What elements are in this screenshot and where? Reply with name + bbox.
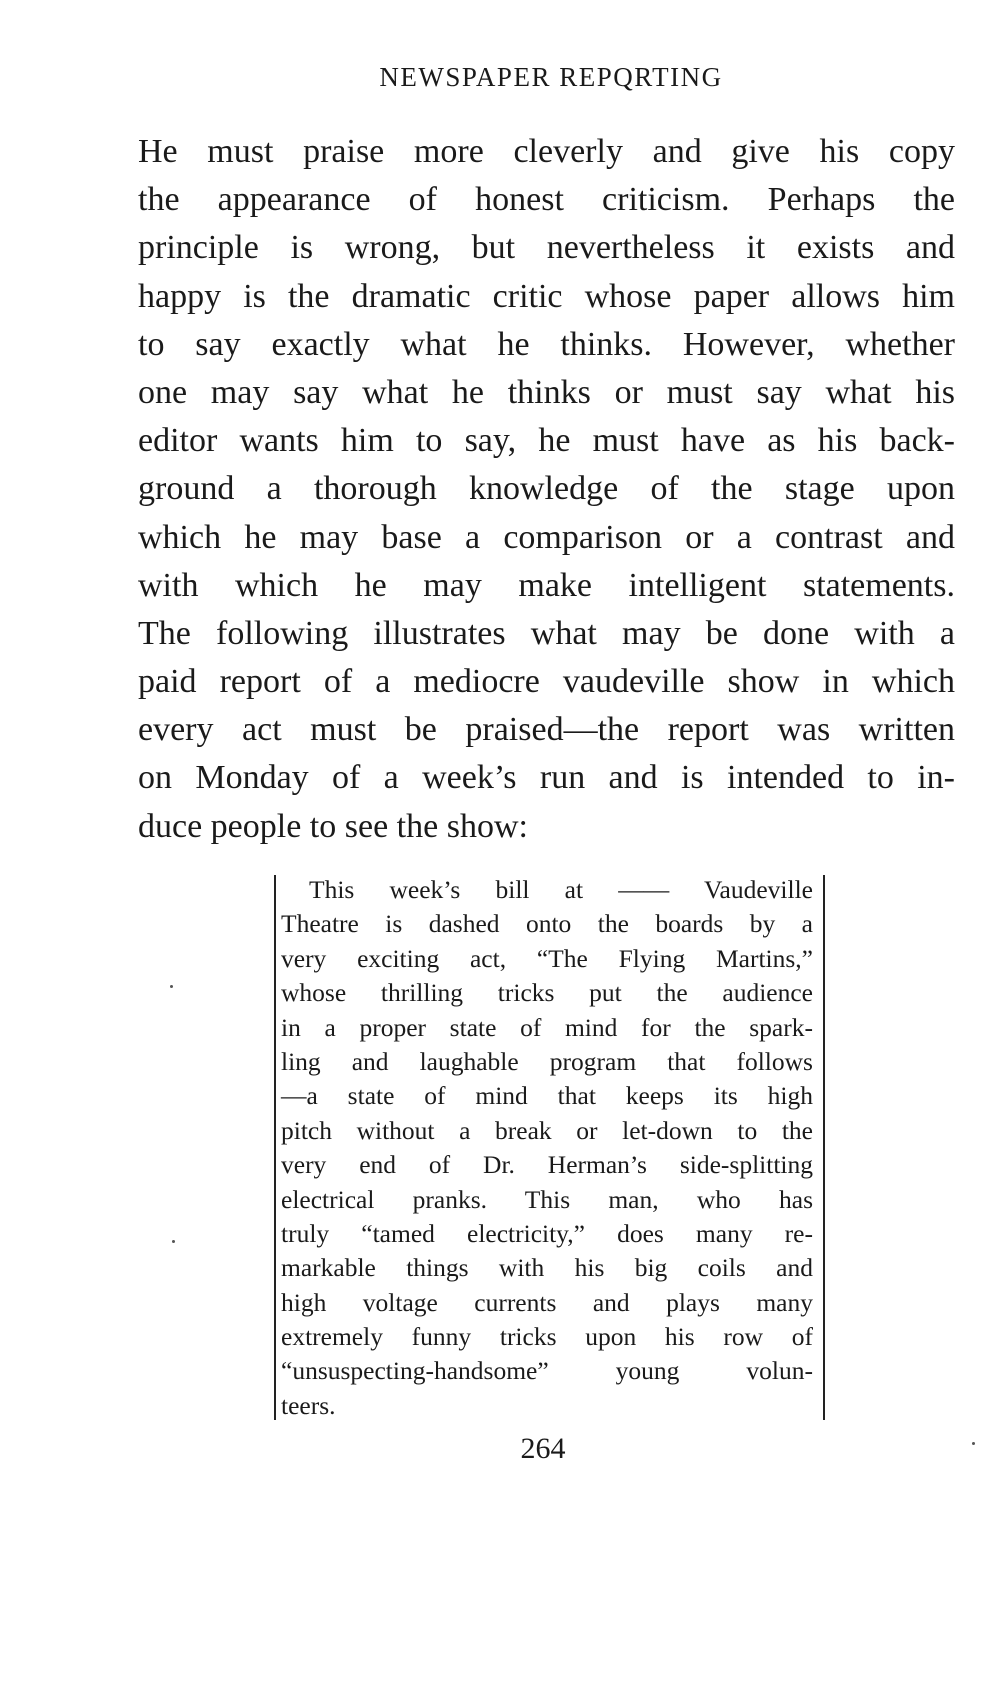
quote-line: This week’s bill at —— Vaudeville (309, 875, 813, 904)
scan-speck (972, 1442, 975, 1445)
quote-line: ling and laughable program that follows (281, 1046, 813, 1076)
body-line: happy is the dramatic critic whose paper allows him (138, 277, 955, 315)
page-number: 264 (520, 1432, 566, 1465)
scan-speck (172, 1240, 175, 1243)
scan-speck (170, 985, 173, 988)
quote-line: teers. (281, 1390, 336, 1420)
body-line: with which he may make intelligent statements. (138, 566, 955, 604)
quote-line: truly “tamed electricity,” does many re- (281, 1218, 813, 1248)
quote-line: pitch without a break or let-down to the (281, 1115, 813, 1145)
body-text (138, 128, 955, 851)
body-line: to say exactly what he thinks. However, whether (138, 325, 955, 363)
body-line: one may say what he thinks or must say what his (138, 373, 955, 411)
quote-line: markable things with his big coils and (281, 1253, 813, 1283)
quote-line: whose thrilling tricks put the audience (281, 978, 813, 1008)
quote-line: very exciting act, “The Flying Martins,” (281, 943, 813, 973)
body-line: on Monday of a week’s run and is intended to in- (138, 759, 955, 797)
quote-line: in a proper state of mind for the spark- (281, 1012, 813, 1042)
quote-line: high voltage currents and plays many (281, 1287, 813, 1317)
body-line: editor wants him to say, he must have as his back- (138, 422, 955, 460)
body-line: every act must be praised—the report was written (138, 711, 955, 749)
quote-line: extremely funny tricks upon his row of (281, 1322, 813, 1352)
body-line: principle is wrong, but nevertheless it exists and (138, 229, 955, 267)
quoted-report-text (281, 873, 813, 1423)
quote-line: Theatre is dashed onto the boards by a (281, 909, 813, 939)
body-line: paid report of a mediocre vaudeville show in which (138, 663, 955, 701)
body-line: the appearance of honest criticism. Perhaps the (138, 181, 955, 219)
quote-line: “unsuspecting-handsome” young volun- (281, 1356, 813, 1386)
quote-line: very end of Dr. Herman’s side-splitting (281, 1150, 813, 1180)
quote-line: —a state of mind that keeps its high (281, 1081, 813, 1111)
body-line: He must praise more cleverly and give his copy (138, 133, 955, 170)
quote-line: electrical pranks. This man, who has (281, 1184, 813, 1214)
body-line: The following illustrates what may be done with a (138, 614, 955, 652)
running-header: NEWSPAPER REPQRTING (379, 62, 723, 92)
body-line: ground a thorough knowledge of the stage upon (138, 470, 955, 508)
body-line: which he may base a comparison or a contrast and (138, 518, 955, 556)
quoted-report-box (274, 875, 825, 1420)
body-line: duce people to see the show: (138, 807, 528, 845)
